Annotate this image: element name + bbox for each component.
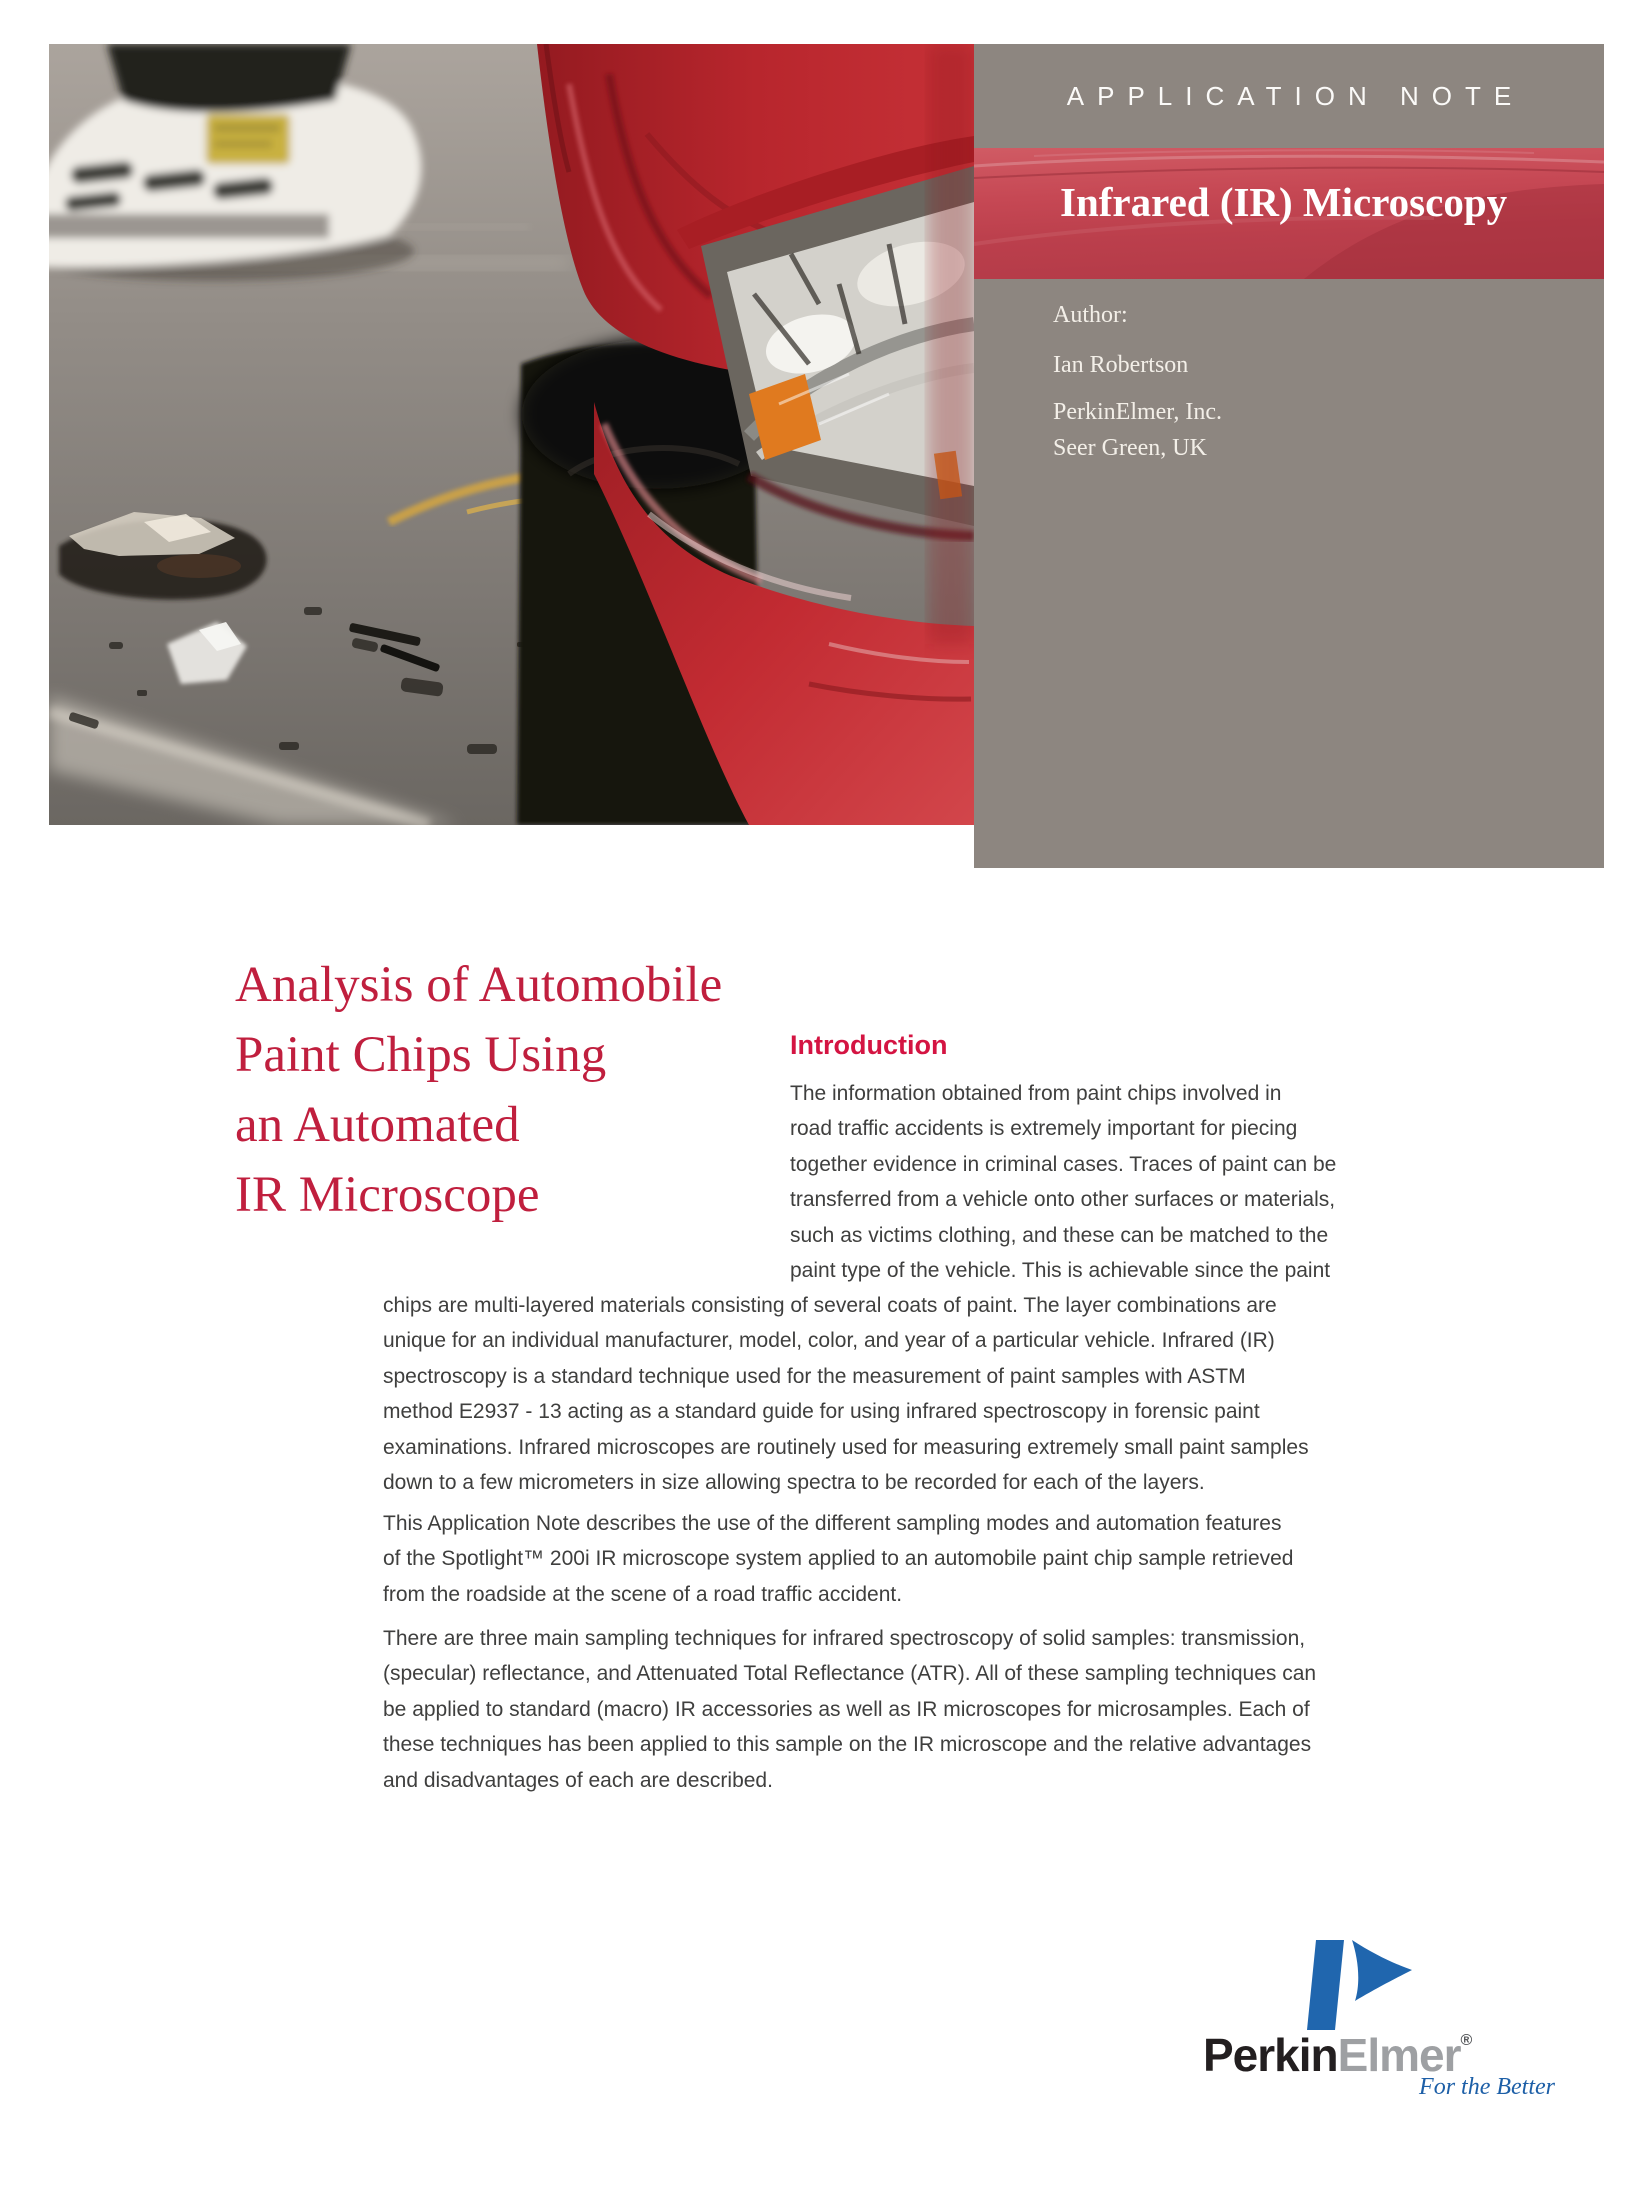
introduction-heading: Introduction (790, 1030, 948, 1060)
article-title-line: Paint Chips Using (235, 1027, 607, 1083)
accident-photo-illustration (49, 44, 974, 825)
body-line: unique for an individual manufacturer, model, color, and year of a particular vehicle. Infrared (IR) (383, 1329, 1275, 1353)
body-line: and disadvantages of each are described. (383, 1768, 773, 1792)
registered-trademark-icon: ® (1460, 2032, 1473, 2049)
paragraph-1 (383, 1288, 1309, 1500)
paragraph-2 (383, 1506, 1294, 1612)
application-note-banner (974, 44, 1604, 148)
perkinelmer-logo-icon (1300, 1938, 1415, 2033)
body-line: these techniques has been applied to this sample on the IR microscope and the relative advantages (383, 1733, 1312, 1757)
brand-name-secondary: Elmer (1337, 2029, 1461, 2081)
accident-photo (49, 44, 974, 825)
body-line: down to a few micrometers in size allowing spectra to be recorded for each of the layers. (383, 1471, 1205, 1495)
technique-banner (974, 148, 1604, 279)
body-line: chips are multi-layered materials consisting of several coats of paint. The layer combinations are (383, 1294, 1277, 1317)
brand-name-primary: Perkin (1203, 2029, 1338, 2081)
body-line: from the roadside at the scene of a road traffic accident. (383, 1582, 903, 1606)
author-label: Author: (1053, 302, 1128, 328)
application-note-label: APPLICATION NOTE (1066, 80, 1525, 111)
body-line: The information obtained from paint chips involved in (790, 1082, 1282, 1105)
body-line: be applied to standard (macro) IR accessories as well as IR microscopes for microsamples. Each of (383, 1697, 1310, 1721)
banner-title: Infrared (IR) Microscopy (1060, 179, 1508, 225)
body-line: road traffic accidents is extremely important for piecing (790, 1117, 1298, 1141)
article-title-line: Analysis of Automobile (235, 957, 723, 1013)
body-line: transferred from a vehicle onto other surfaces or materials, (790, 1188, 1336, 1212)
body-line: paint type of the vehicle. This is achievable since the paint (790, 1259, 1331, 1283)
logo-flag-icon (1300, 1938, 1415, 2033)
author-location: Seer Green, UK (1053, 435, 1207, 461)
article-title-line: IR Microscope (235, 1167, 540, 1223)
body-line: There are three main sampling techniques for infrared spectroscopy of solid samples: transmission, (383, 1627, 1306, 1650)
body-line: of the Spotlight™ 200i IR microscope system applied to an automobile paint chip sample retrieved (383, 1547, 1294, 1571)
body-line: This Application Note describes the use of the different sampling modes and automation features (383, 1512, 1282, 1535)
body-line: together evidence in criminal cases. Traces of paint can be (790, 1152, 1337, 1176)
article-title-line: an Automated (235, 1097, 520, 1153)
body-line: method E2937 - 13 acting as a standard guide for using infrared spectroscopy in forensic paint (383, 1400, 1260, 1424)
body-line: examinations. Infrared microscopes are routinely used for measuring extremely small paint samples (383, 1435, 1309, 1459)
author-company: PerkinElmer, Inc. (1053, 399, 1222, 425)
introduction-column (790, 1076, 1336, 1288)
paragraph-3 (383, 1621, 1316, 1798)
body-line: spectroscopy is a standard technique used for the measurement of paint samples with ASTM (383, 1364, 1246, 1388)
article-title (235, 950, 722, 1230)
body-line: such as victims clothing, and these can be matched to the (790, 1223, 1329, 1247)
body-line: (specular) reflectance, and Attenuated Total Reflectance (ATR). All of these sampling techniques can (383, 1662, 1317, 1686)
logo-tagline: For the Better (1419, 2074, 1555, 2100)
author-name: Ian Robertson (1053, 352, 1189, 378)
